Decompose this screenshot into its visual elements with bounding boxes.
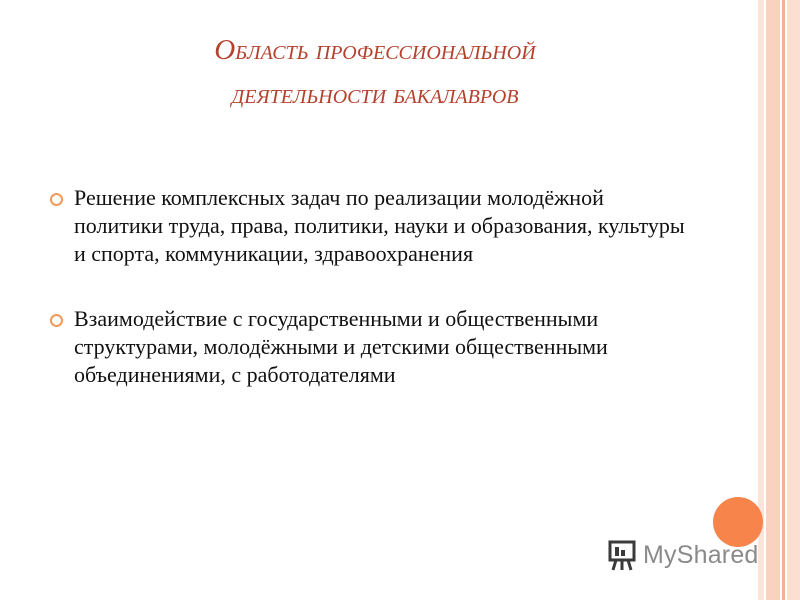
bullet-text: Решение комплексных задач по реализации молодёжной политики труда, права, политики, науки и образования, культуры и спорта, коммуникации, здравоохранения (74, 185, 685, 266)
watermark-text: MyShared (643, 540, 759, 569)
title-line-2: деятельности бакалавров (231, 78, 519, 110)
bullet-text: Взаимодействие с государственными и общественными структурами, молодёжными и детскими общественными объединениями, с работодателями (74, 306, 608, 387)
slide-title (105, 28, 645, 116)
decorative-stripes (758, 0, 800, 600)
bullet-item (50, 184, 690, 268)
bullet-circle-icon (50, 193, 63, 206)
title-line-1: Область профессиональной (214, 34, 536, 66)
bullet-list (50, 184, 690, 389)
presentation-board-icon (606, 538, 640, 572)
watermark-logo (606, 538, 759, 572)
bullet-circle-icon (50, 314, 63, 327)
bullet-item (50, 305, 690, 389)
